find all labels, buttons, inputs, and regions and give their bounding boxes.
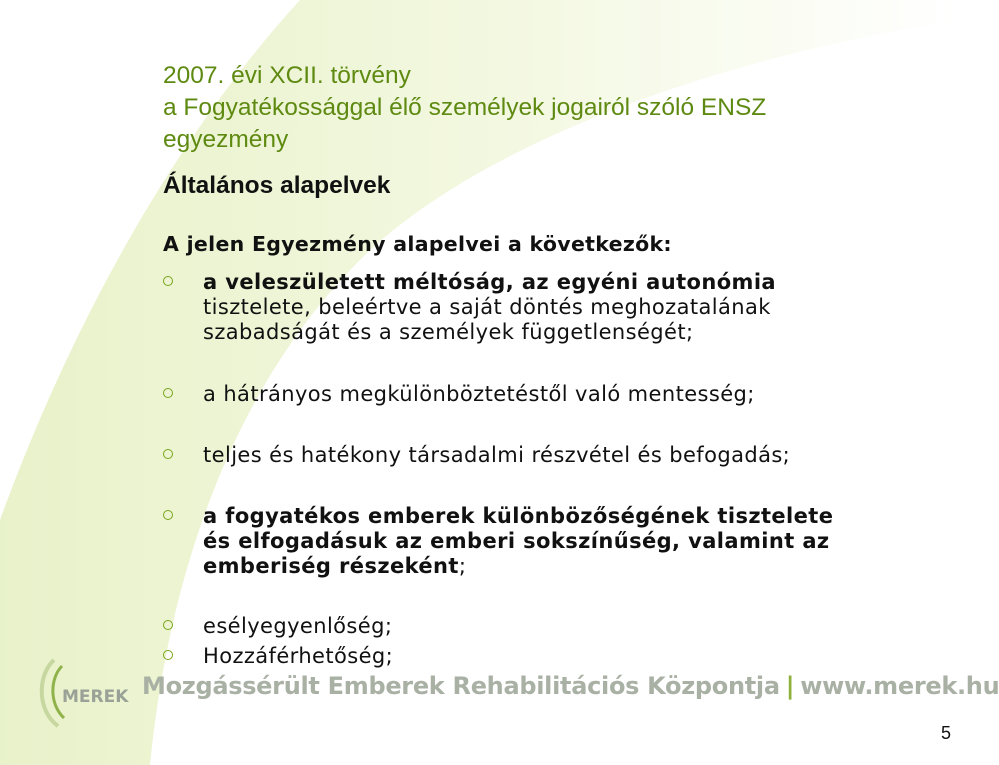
- bullet-circle-icon: [163, 276, 173, 286]
- list-item: [163, 382, 953, 407]
- list-item: [163, 644, 953, 669]
- list-item-line: a veleszületett méltóság, az egyéni autonómia: [203, 270, 777, 294]
- list-item-line: emberiség részeként: [203, 554, 459, 578]
- intro-text: A jelen Egyezmény alapelvei a következők:: [163, 232, 672, 256]
- list-item: [163, 614, 953, 639]
- section-heading: Általános alapelvek: [163, 172, 391, 199]
- list-item-line: szabadságát és a személyek függetlenségét;: [203, 320, 694, 344]
- list-item: [163, 443, 953, 468]
- title-line-1: 2007. évi XCII. törvény: [163, 62, 411, 89]
- organization-name: Mozgássérült Emberek Rehabilitációs Központja: [142, 672, 780, 700]
- website-url: www.merek.hu: [800, 672, 999, 700]
- bullet-circle-icon: [163, 388, 173, 398]
- list-item: [163, 270, 953, 345]
- list-item: [163, 504, 953, 579]
- list-item-line: és elfogadásuk az emberi sokszínűség, valamint az: [203, 529, 830, 553]
- list-item-line: Hozzáférhetőség;: [203, 644, 394, 668]
- list-item-punctuation: ;: [458, 554, 467, 578]
- title-line-2: a Fogyatékossággal élő személyek jogairól szóló ENSZ: [163, 94, 767, 121]
- footer-organization: [142, 672, 999, 700]
- document-title: [163, 60, 943, 156]
- bullet-circle-icon: [163, 510, 173, 520]
- list-item-line: a hátrányos megkülönböztetéstől való mentesség;: [203, 382, 755, 406]
- bullet-circle-icon: [163, 449, 173, 459]
- footer-separator: |: [785, 672, 795, 700]
- list-item-line: tisztelete, beleértve a saját döntés meghozatalának: [203, 295, 771, 319]
- page-number: 5: [941, 723, 952, 743]
- list-item-line: a fogyatékos emberek különbözőségének tisztelete: [203, 504, 834, 528]
- logo-text: MEREK: [62, 687, 129, 707]
- bullet-circle-icon: [163, 620, 173, 630]
- bullet-circle-icon: [163, 650, 173, 660]
- list-item-line: teljes és hatékony társadalmi részvétel és befogadás;: [203, 443, 791, 467]
- list-item-line: esélyegyenlőség;: [203, 614, 393, 638]
- title-line-3: egyezmény: [163, 126, 289, 153]
- merek-logo: [32, 652, 132, 732]
